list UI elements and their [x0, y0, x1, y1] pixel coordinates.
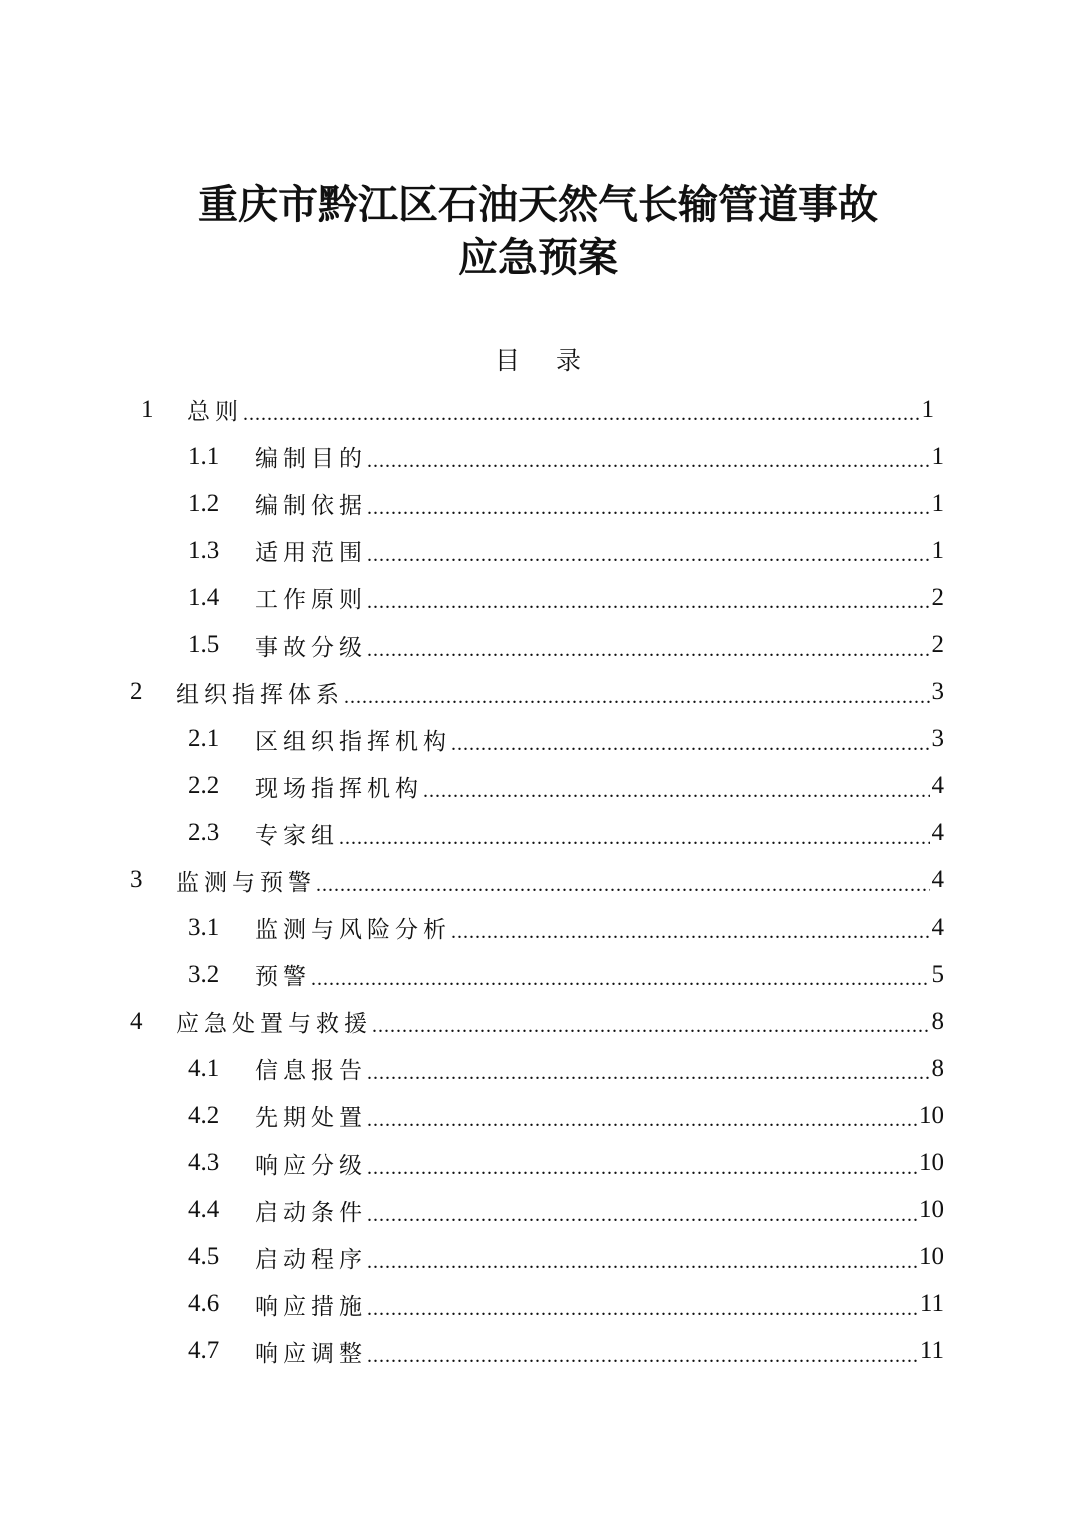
toc-entry-number: 2.2	[188, 772, 220, 800]
toc-entry-1-5[interactable]	[0, 621, 1076, 668]
toc-entry-number: 2.3	[188, 819, 220, 847]
document-title-line-1: 重庆市黔江区石油天然气长输管道事故	[198, 181, 878, 228]
toc-entry-3-1[interactable]	[0, 904, 1076, 951]
toc-dot-leader	[367, 639, 930, 662]
toc-entry-number: 4.7	[188, 1337, 220, 1365]
toc-entry-label: 应急处置与救援	[176, 1011, 372, 1038]
toc-entry-number: 4.3	[188, 1149, 220, 1177]
toc-entry-number: 4	[130, 1007, 143, 1035]
toc-entry-page: 8	[931, 1007, 944, 1035]
toc-entry-3-2[interactable]	[0, 951, 1076, 998]
toc-entry-label: 区组织指挥机构	[255, 728, 451, 755]
toc-entry-4-3[interactable]	[0, 1140, 1076, 1187]
toc-entry-number: 4.1	[188, 1054, 220, 1082]
toc-entry-page: 4	[931, 866, 944, 894]
toc-entry-label: 专家组	[255, 822, 339, 849]
toc-entry-page: 10	[919, 1243, 944, 1271]
toc-entry-1[interactable]	[0, 386, 1076, 433]
toc-dot-leader	[367, 1109, 917, 1132]
toc-entry-number: 1.5	[188, 631, 220, 659]
toc-entry-number: 4.6	[188, 1290, 220, 1318]
toc-dot-leader	[423, 780, 930, 803]
toc-entry-number: 1.2	[188, 489, 220, 517]
toc-entry-4-4[interactable]	[0, 1187, 1076, 1234]
toc-entry-label: 总则	[187, 399, 243, 426]
toc-entry-number: 1.4	[188, 583, 220, 611]
toc-dot-leader	[451, 921, 930, 944]
table-of-contents	[0, 386, 1076, 1375]
toc-entry-page: 4	[931, 913, 944, 941]
toc-entry-page: 11	[919, 1290, 944, 1318]
toc-entry-number: 3	[130, 866, 143, 894]
toc-entry-label: 启动条件	[255, 1199, 367, 1226]
toc-entry-page: 2	[931, 631, 944, 659]
toc-dot-leader	[367, 1157, 917, 1180]
toc-entry-label: 编制依据	[255, 493, 367, 520]
toc-entry-2-1[interactable]	[0, 716, 1076, 763]
toc-dot-leader	[367, 1204, 917, 1227]
toc-entry-label: 响应分级	[255, 1152, 367, 1179]
toc-dot-leader	[367, 591, 930, 614]
toc-dot-leader	[372, 1015, 930, 1038]
toc-entry-label: 编制目的	[255, 446, 367, 473]
toc-entry-page: 1	[931, 489, 944, 517]
toc-entry-number: 3.1	[188, 913, 220, 941]
toc-dot-leader	[344, 686, 930, 709]
toc-entry-page: 10	[919, 1101, 944, 1129]
toc-entry-label: 组织指挥体系	[176, 681, 344, 708]
toc-entry-4-6[interactable]	[0, 1281, 1076, 1328]
document-title-line-2: 应急预案	[458, 234, 618, 281]
toc-entry-number: 2	[130, 678, 143, 706]
toc-entry-page: 3	[931, 678, 944, 706]
toc-entry-page: 10	[919, 1196, 944, 1224]
toc-dot-leader	[339, 827, 930, 850]
toc-entry-1-3[interactable]	[0, 527, 1076, 574]
toc-entry-number: 1	[141, 395, 154, 423]
toc-entry-label: 响应调整	[255, 1340, 367, 1367]
toc-entry-page: 3	[931, 725, 944, 753]
toc-entry-label: 响应措施	[255, 1293, 367, 1320]
toc-entry-number: 2.1	[188, 725, 220, 753]
toc-entry-4-5[interactable]	[0, 1234, 1076, 1281]
toc-heading: 目 录	[495, 346, 595, 375]
toc-entry-number: 1.3	[188, 536, 220, 564]
toc-entry-number: 4.2	[188, 1101, 220, 1129]
toc-entry-label: 适用范围	[255, 540, 367, 567]
toc-entry-page: 8	[931, 1054, 944, 1082]
toc-entry-page: 1	[931, 442, 944, 470]
toc-entry-1-2[interactable]	[0, 480, 1076, 527]
toc-entry-1-1[interactable]	[0, 433, 1076, 480]
toc-entry-number: 4.4	[188, 1196, 220, 1224]
toc-entry-page: 1	[921, 395, 934, 423]
toc-entry-label: 现场指挥机构	[255, 775, 423, 802]
toc-dot-leader	[367, 450, 930, 473]
toc-dot-leader	[367, 1298, 918, 1321]
toc-dot-leader	[367, 1062, 930, 1085]
toc-entry-4[interactable]	[0, 998, 1076, 1045]
toc-entry-label: 启动程序	[255, 1246, 367, 1273]
toc-dot-leader	[367, 1345, 918, 1368]
toc-entry-1-4[interactable]	[0, 574, 1076, 621]
toc-dot-leader	[311, 968, 930, 991]
toc-entry-page: 4	[931, 819, 944, 847]
toc-entry-2-3[interactable]	[0, 810, 1076, 857]
toc-entry-page: 1	[931, 536, 944, 564]
toc-entry-label: 先期处置	[255, 1105, 367, 1132]
toc-entry-label: 工作原则	[255, 587, 367, 614]
toc-entry-page: 4	[931, 772, 944, 800]
toc-entry-number: 4.5	[188, 1243, 220, 1271]
toc-entry-4-2[interactable]	[0, 1092, 1076, 1139]
toc-entry-2-2[interactable]	[0, 763, 1076, 810]
toc-dot-leader	[451, 733, 930, 756]
toc-dot-leader	[367, 544, 930, 567]
toc-entry-label: 事故分级	[255, 634, 367, 661]
toc-dot-leader	[367, 497, 930, 520]
toc-entry-4-7[interactable]	[0, 1328, 1076, 1375]
toc-dot-leader	[316, 874, 930, 897]
toc-dot-leader	[243, 403, 920, 426]
toc-entry-4-1[interactable]	[0, 1045, 1076, 1092]
toc-entry-label: 监测与风险分析	[255, 917, 451, 944]
toc-entry-label: 监测与预警	[176, 869, 316, 896]
toc-entry-page: 10	[919, 1149, 944, 1177]
toc-entry-page: 11	[919, 1337, 944, 1365]
toc-entry-3[interactable]	[0, 857, 1076, 904]
toc-entry-page: 2	[931, 583, 944, 611]
toc-entry-number: 1.1	[188, 442, 220, 470]
toc-entry-label: 预警	[255, 964, 311, 991]
toc-entry-page: 5	[931, 960, 944, 988]
toc-entry-2[interactable]	[0, 669, 1076, 716]
toc-entry-number: 3.2	[188, 960, 220, 988]
toc-dot-leader	[367, 1251, 917, 1274]
toc-entry-label: 信息报告	[255, 1058, 367, 1085]
